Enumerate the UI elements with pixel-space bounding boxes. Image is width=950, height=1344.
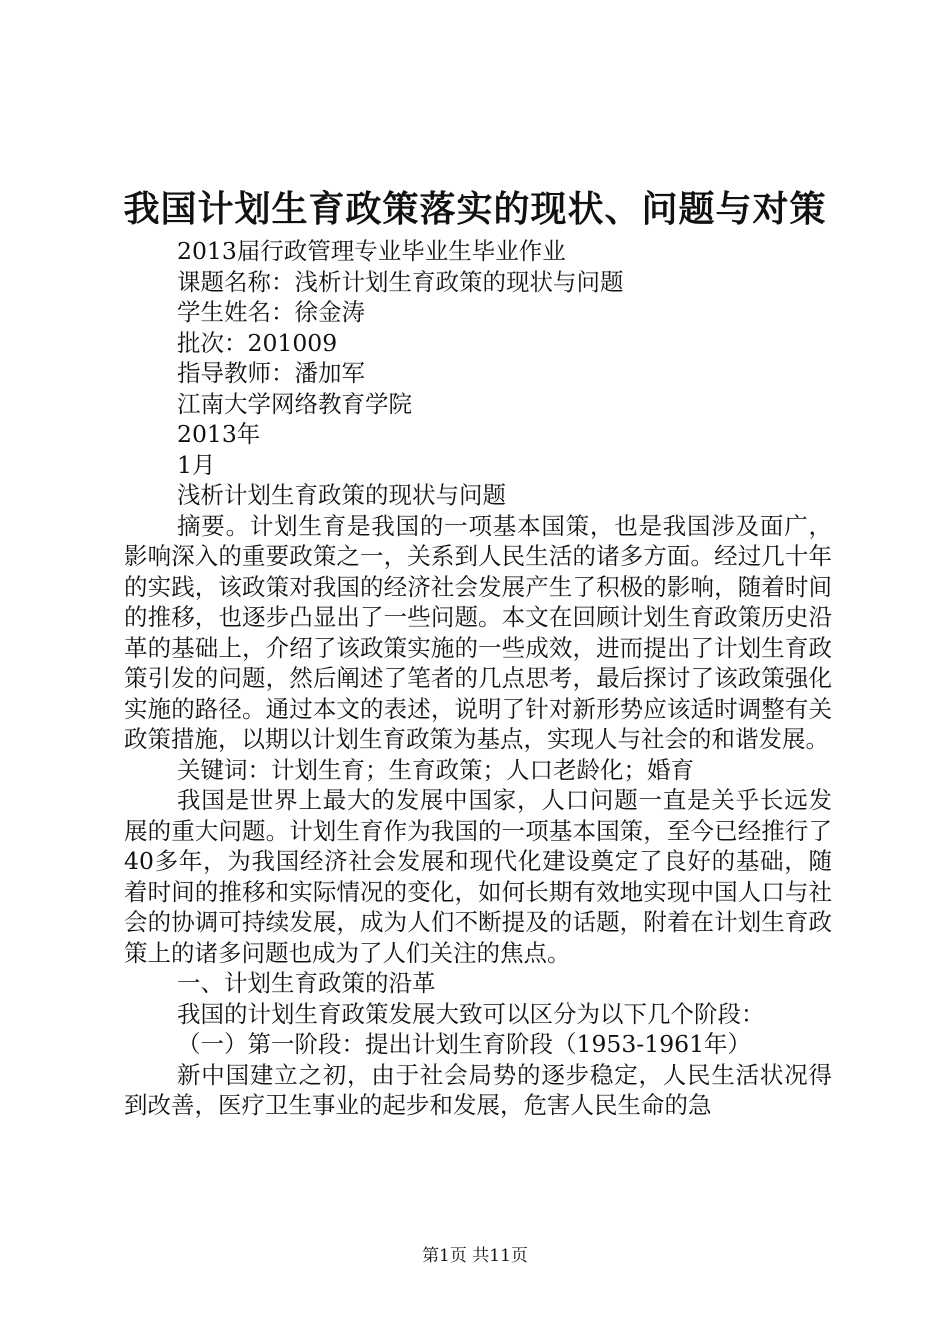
stages-paragraph: 我国的计划生育政策发展大致可以区分为以下几个阶段： <box>177 999 765 1028</box>
meta-line-year: 2013年 <box>177 420 261 448</box>
meta-line-subtitle: 浅析计划生育政策的现状与问题 <box>177 481 506 509</box>
document-body <box>124 236 832 1121</box>
document-title: 我国计划生育政策落实的现状、问题与对策 <box>123 188 827 230</box>
intro-paragraph: 我国是世界上最大的发展中国家，人口问题一直是关乎长远发展的重大问题。计划生育作为我国的一项基本国策，至今已经推行了40多年，为我国经济社会发展和现代化建设奠定了良好的基础，随着时间的推移和实际情况的变化，如何长期有效地实现中国人口与社会的协调可持续发展，成为人们不断提及的话题，附着在计划生育政策上的诸多问题也成为了人们关注的焦点。 <box>124 786 832 967</box>
stage-heading-1: （一）第一阶段：提出计划生育阶段（1953-1961年） <box>177 1030 752 1058</box>
meta-line-batch: 批次：201009 <box>177 328 338 357</box>
section-heading-1: 一、计划生育政策的沿革 <box>177 969 436 997</box>
abstract-paragraph: 摘要。计划生育是我国的一项基本国策，也是我国涉及面广，影响深入的重要政策之一，关系到人民生活的诸多方面。经过几十年的实践，该政策对我国的经济社会发展产生了积极的影响，随着时间的推移，也逐步凸显出了一些问题。本文在回顾计划生育政策历史沿革的基础上，介绍了该政策实施的一些成效，进而提出了计划生育政策引发的问题，然后阐述了笔者的几点思考，最后探讨了该政策强化实施的路径。通过本文的表述，说明了针对新形势应该适时调整有关政策措施，以期以计划生育政策为基点，实现人与社会的和谐发展。 <box>124 511 832 753</box>
page-footer: 第1页 共11页 <box>422 1246 528 1266</box>
stage-paragraph-1: 新中国建立之初，由于社会局势的逐步稳定，人民生活状况得到改善，医疗卫生事业的起步和发展，危害人民生命的急 <box>124 1060 832 1119</box>
meta-line-advisor: 指导教师：潘加军 <box>177 359 365 387</box>
meta-line-topic: 课题名称：浅析计划生育政策的现状与问题 <box>177 267 624 296</box>
meta-line-cohort: 2013届行政管理专业毕业生毕业作业 <box>177 237 566 265</box>
keywords-paragraph: 关键词：计划生育；生育政策；人口老龄化；婚育 <box>177 755 694 784</box>
meta-line-student: 学生姓名：徐金涛 <box>177 298 365 326</box>
meta-line-school: 江南大学网络教育学院 <box>177 389 412 418</box>
meta-line-month: 1月 <box>177 450 216 479</box>
